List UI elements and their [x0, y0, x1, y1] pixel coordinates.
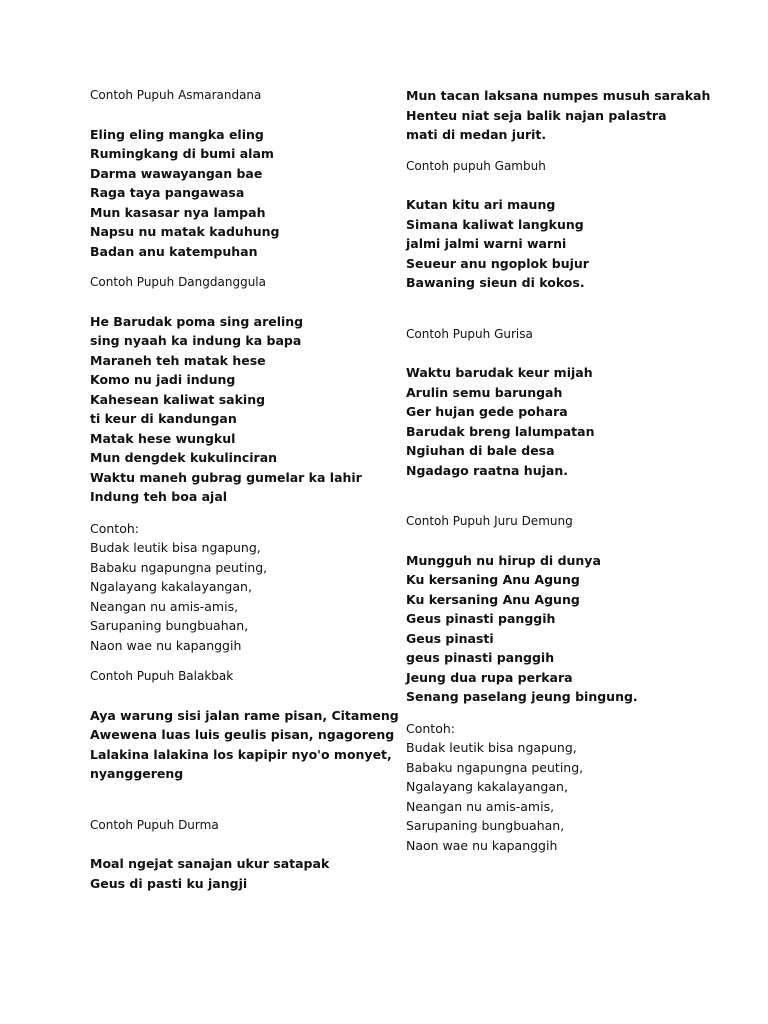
text-line: Contoh:	[90, 520, 139, 536]
text-line: Kahesean kaliwat saking	[90, 391, 266, 407]
text-line: Senang paselang jeung bingung.	[406, 689, 638, 704]
text-line: Jeung dua rupa perkara	[406, 669, 573, 685]
section-heading: Contoh Pupuh Gurisa	[406, 326, 533, 341]
text-line: Budak leutik bisa ngapung,	[406, 740, 577, 755]
text-line: Komo nu jadi indung	[90, 372, 236, 387]
text-line: ti keur di kandungan	[90, 411, 237, 426]
text-line: Maraneh teh matak hese	[90, 352, 266, 368]
text-line: Babaku ngapungna peuting,	[90, 559, 268, 575]
text-line: Geus pinasti	[406, 630, 494, 646]
text-line: jalmi jalmi warni warni	[406, 236, 567, 251]
text-line: Ku kersaning Anu Agung	[406, 591, 580, 607]
text-line: Waktu barudak keur mijah	[406, 365, 593, 380]
left-column	[90, 86, 399, 893]
section-heading: Contoh Pupuh Durma	[90, 817, 219, 832]
text-line: Ngalayang kakalayangan,	[406, 779, 568, 794]
text-line: Contoh:	[406, 720, 455, 736]
text-line: Mun kasasar nya lampah	[90, 204, 266, 220]
text-line: Neangan nu amis-amis,	[90, 598, 239, 614]
section-heading: Contoh Pupuh Asmarandana	[90, 88, 262, 102]
section-heading: Contoh Pupuh Dangdanggula	[90, 275, 266, 289]
text-line: Naon wae nu kapanggih	[90, 637, 242, 653]
text-line: mati di medan jurit.	[406, 127, 547, 142]
text-line: Seueur anu ngoplok bujur	[406, 255, 589, 271]
text-line: Kutan kitu ari maung	[406, 197, 556, 212]
text-line: Darma wawayangan bae	[90, 165, 263, 181]
text-line: Lalakina lalakina los kapipir nyo'o monyet,	[90, 746, 392, 762]
text-line: Sarupaning bungbuahan,	[406, 818, 565, 833]
text-line: Waktu maneh gubrag gumelar ka lahir	[90, 469, 362, 485]
text-line: Barudak breng lalumpatan	[406, 423, 595, 439]
text-line: Mungguh nu hirup di dunya	[406, 552, 601, 568]
text-line: sing nyaah ka indung ka bapa	[90, 333, 302, 348]
text-line: Arulin semu barungah	[406, 384, 563, 400]
text-line: Neangan nu amis-amis,	[406, 798, 555, 814]
text-line: Sarupaning bungbuahan,	[90, 618, 249, 633]
text-line: Budak leutik bisa ngapung,	[90, 540, 261, 555]
text-line: nyanggereng	[90, 766, 184, 781]
text-line: Moal ngejat sanajan ukur satapak	[90, 856, 330, 871]
right-column	[406, 86, 711, 855]
text-line: Ngadago raatna hujan.	[406, 462, 568, 478]
text-line: Naon wae nu kapanggih	[406, 837, 558, 853]
text-line: Ger hujan gede pohara	[406, 404, 568, 419]
section-heading: Contoh Pupuh Juru Demung	[406, 514, 573, 528]
text-line: Awewena luas luis geulis pisan, ngagoreng	[90, 727, 395, 742]
text-line: Geus di pasti ku jangji	[90, 875, 248, 891]
text-line: Bawaning sieun di kokos.	[406, 275, 585, 290]
text-line: Babaku ngapungna peuting,	[406, 759, 584, 775]
text-line: Ngiuhan di bale desa	[406, 443, 555, 458]
text-line: geus pinasti panggih	[406, 650, 555, 665]
text-line: Henteu niat seja balik najan palastra	[406, 107, 667, 123]
text-line: Indung teh boa ajal	[90, 489, 228, 504]
text-line: Mun dengdek kukulinciran	[90, 450, 278, 465]
text-line: Raga taya pangawasa	[90, 185, 245, 200]
text-line: Ngalayang kakalayangan,	[90, 579, 252, 594]
text-line: He Barudak poma sing areling	[90, 313, 304, 329]
text-line: Ku kersaning Anu Agung	[406, 572, 580, 587]
section-heading: Contoh Pupuh Balakbak	[90, 669, 234, 683]
text-line: Matak hese wungkul	[90, 430, 236, 446]
text-line: Rumingkang di bumi alam	[90, 146, 274, 161]
text-line: Eling eling mangka eling	[90, 126, 264, 142]
text-line: Mun tacan laksana numpes musuh sarakah	[406, 88, 711, 103]
text-line: Simana kaliwat langkung	[406, 216, 584, 232]
text-line: Napsu nu matak kaduhung	[90, 224, 280, 239]
text-line: Geus pinasti panggih	[406, 611, 556, 626]
section-heading: Contoh pupuh Gambuh	[406, 158, 546, 173]
text-line: Badan anu katempuhan	[90, 243, 258, 259]
text-line: Aya warung sisi jalan rame pisan, Citameng	[90, 707, 399, 723]
